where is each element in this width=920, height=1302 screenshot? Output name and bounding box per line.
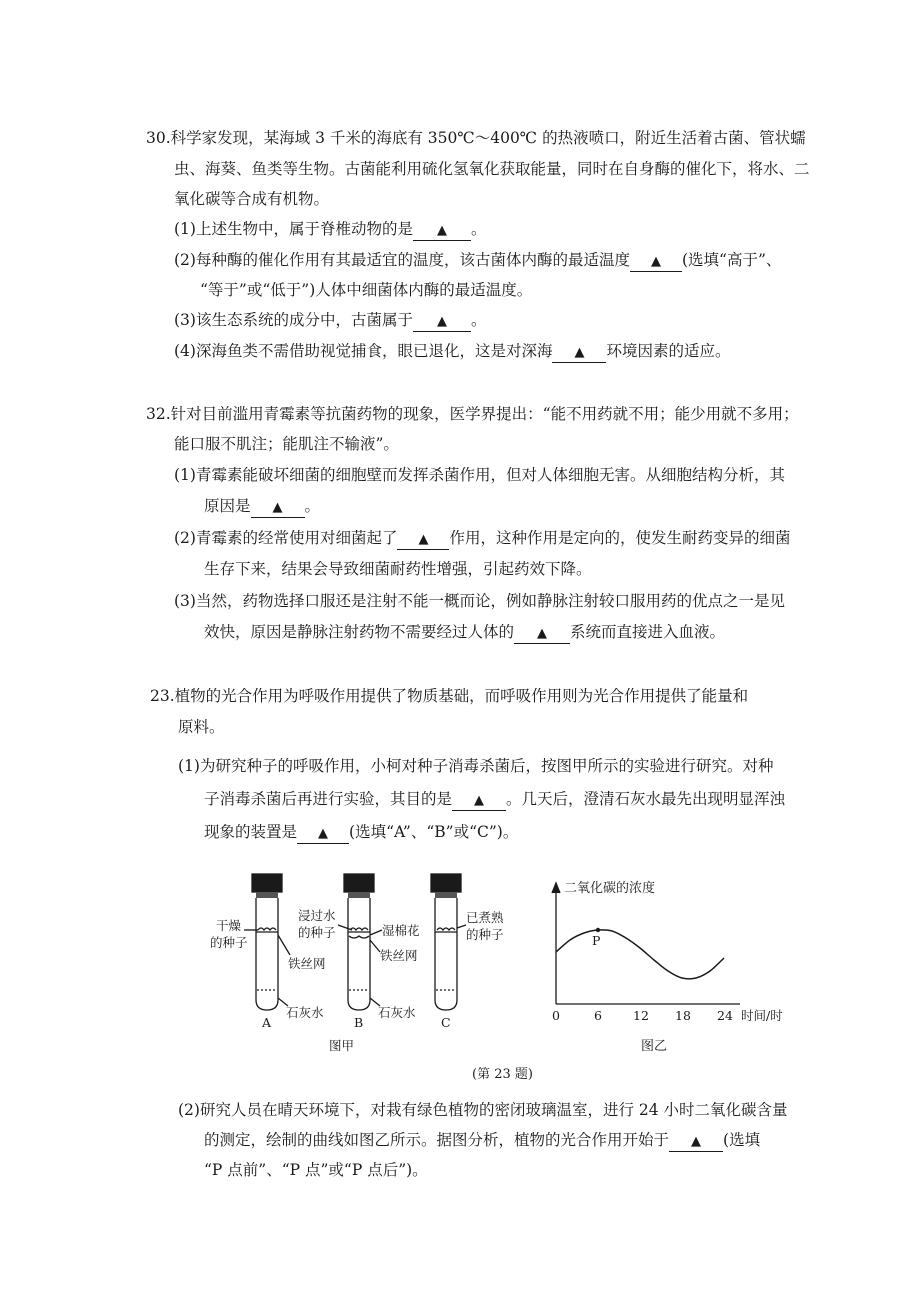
q32-part2-rest: 作用，这种作用是定向的，使发生耐药变异的细菌 bbox=[449, 529, 791, 547]
answer-blank[interactable]: ▲ bbox=[413, 222, 471, 241]
x-tick-label: 0 bbox=[552, 1008, 560, 1023]
q30-part3-end: 。 bbox=[470, 311, 487, 329]
answer-blank[interactable]: ▲ bbox=[514, 625, 570, 644]
tube-label-b: B bbox=[354, 1015, 364, 1030]
answer-blank[interactable]: ▲ bbox=[452, 792, 506, 811]
q32-part1-line1: (1)青霉素能破坏细菌的细胞壁而发挥杀菌作用，但对人体细胞无害。从细胞结构分析，其 bbox=[174, 466, 785, 484]
label-cooked-seed-1: 已煮熟 bbox=[466, 910, 504, 925]
q32-part3-end: 系统而直接进入血液。 bbox=[570, 623, 726, 641]
label-soaked-seed-2: 的种子 bbox=[298, 925, 336, 940]
q32-stem-line1: 32.针对目前滥用青霉素等抗菌药物的现象，医学界提出：“能不用药就不用；能少用就不多用； bbox=[146, 405, 799, 423]
q32-stem-line2: 能口服不肌注；能肌注不输液”。 bbox=[174, 435, 399, 453]
label-cooked-seed-2: 的种子 bbox=[466, 927, 504, 942]
x-tick-label: 12 bbox=[633, 1008, 649, 1023]
q32-part3-line1: (3)当然，药物选择口服还是注射不能一概而论，例如静脉注射较口服用药的优点之一是见 bbox=[174, 592, 785, 610]
label-lime-water-b: 石灰水 bbox=[378, 1005, 416, 1020]
q23-part2-text: 的测定，绘制的曲线如图乙所示。据图分析，植物的光合作用开始于 bbox=[204, 1131, 670, 1149]
answer-blank[interactable]: ▲ bbox=[397, 531, 449, 550]
label-dry-seed-1: 干燥 bbox=[216, 918, 242, 933]
q23-part1-option: (选填“A”、“B”或“C”)。 bbox=[349, 823, 519, 841]
answer-blank[interactable]: ▲ bbox=[669, 1133, 723, 1152]
label-lime-water-a: 石灰水 bbox=[286, 1005, 324, 1020]
label-wet-cotton: 湿棉花 bbox=[382, 923, 420, 938]
y-axis-arrow bbox=[552, 883, 560, 893]
answer-blank[interactable]: ▲ bbox=[251, 499, 305, 518]
q30-part3-text: (3)该生态系统的成分中，古菌属于 bbox=[174, 311, 413, 329]
q23-part2-line1: (2)研究人员在晴天环境下，对栽有绿色植物的密闭玻璃温室，进行 24 小时二氧化碳含量 bbox=[178, 1101, 788, 1119]
tube-label-c: C bbox=[441, 1015, 451, 1030]
q32-part3-text: 效快，原因是静脉注射药物不需要经过人体的 bbox=[204, 623, 515, 641]
x-tick-label: 18 bbox=[675, 1008, 691, 1023]
q23-part2-line3: “P 点前”、“P 点”或“P 点后”)。 bbox=[204, 1161, 428, 1179]
tube-label-a: A bbox=[262, 1015, 272, 1030]
answer-blank[interactable]: ▲ bbox=[297, 825, 349, 844]
x-axis-label: 时间/时 bbox=[741, 1008, 783, 1023]
answer-blank[interactable]: ▲ bbox=[552, 344, 606, 363]
x-tick-label: 6 bbox=[594, 1008, 602, 1023]
answer-blank[interactable]: ▲ bbox=[630, 253, 682, 272]
q32-part2-text: (2)青霉素的经常使用对细菌起了 bbox=[174, 529, 398, 547]
q23-part1-text2: 现象的装置是 bbox=[204, 823, 298, 841]
point-p-marker bbox=[596, 928, 600, 932]
q23-part1-text: 子消毒杀菌后再进行实验，其目的是 bbox=[204, 790, 453, 808]
label-wire-mesh-b: 铁丝网 bbox=[380, 948, 418, 963]
q23-stem-line2: 原料。 bbox=[178, 718, 225, 736]
q23-part2-line2 bbox=[204, 1130, 760, 1152]
q30-part4-text: (4)深海鱼类不需借助视觉捕食，眼已退化，这是对深海 bbox=[174, 342, 553, 360]
q30-part2-text: (2)每种酶的催化作用有其最适宜的温度，该古菌体内酶的最适温度 bbox=[174, 251, 630, 269]
figure-jia-title: 图甲 bbox=[329, 1038, 355, 1053]
q30-part1-text: (1)上述生物中，属于脊椎动物的是 bbox=[174, 220, 413, 238]
answer-blank[interactable]: ▲ bbox=[413, 313, 471, 332]
q30-part2-option: (选填“高于”、 bbox=[681, 251, 782, 269]
q23-stem-line1: 23.植物的光合作用为呼吸作用提供了物质基础，而呼吸作用则为光合作用提供了能量和 bbox=[150, 687, 749, 705]
q30-stem-line2: 虫、海葵、鱼类等生物。古菌能利用硫化氢氧化获取能量，同时在自身酶的催化下，将水、二 bbox=[174, 160, 810, 178]
label-wire-mesh-a: 铁丝网 bbox=[288, 956, 326, 971]
q32-part1-end: 。 bbox=[304, 497, 321, 515]
q30-part1-end: 。 bbox=[470, 220, 487, 238]
q30-stem-line3: 氧化碳等合成有机物。 bbox=[174, 190, 330, 208]
q30-part2-line2: “等于”或“低于”)人体中细菌体内酶的最适温度。 bbox=[200, 281, 533, 299]
q32-part1-text: 原因是 bbox=[204, 497, 251, 515]
label-dry-seed-2: 的种子 bbox=[210, 935, 248, 950]
co2-series-line bbox=[556, 930, 724, 979]
label-soaked-seed-1: 浸过水 bbox=[298, 908, 336, 923]
figure-yi-title: 图乙 bbox=[641, 1039, 668, 1054]
figure-caption: (第 23 题) bbox=[472, 1067, 533, 1082]
x-tick-label: 24 bbox=[717, 1008, 733, 1023]
point-p-label: P bbox=[592, 933, 601, 948]
q23-part1-rest: 。几天后，澄清石灰水最先出现明显浑浊 bbox=[506, 790, 786, 808]
q30-part4-end: 环境因素的适应。 bbox=[606, 342, 731, 360]
q30-stem-line1: 30.科学家发现，某海域 3 千米的海底有 350℃～400℃ 的热液喷口，附近生活着古菌、管状蠕 bbox=[146, 129, 806, 147]
q23-part2-option: (选填 bbox=[723, 1131, 761, 1149]
q23-part1-line1: (1)为研究种子的呼吸作用，小柯对种子消毒杀菌后，按图甲所示的实验进行研究。对种 bbox=[178, 757, 774, 775]
y-axis-label: 二氧化碳的浓度 bbox=[564, 881, 656, 896]
q32-part2-line2: 生存下来，结果会导致细菌耐药性增强，引起药效下降。 bbox=[204, 560, 592, 578]
